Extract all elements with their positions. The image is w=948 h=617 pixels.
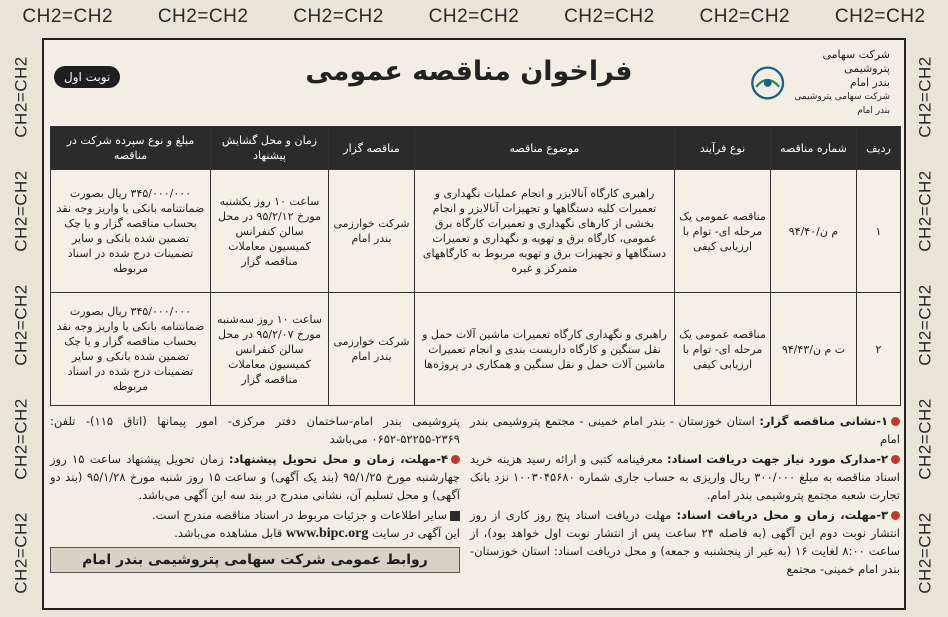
detail-item-3 xyxy=(470,506,900,578)
public-relations-footer: روابط عمومی شرکت سهامی پتروشیمی بندر امام xyxy=(50,547,460,573)
tender-employer: شرکت خوارزمی بندر امام xyxy=(329,293,415,406)
detail-text: استان خوزستان - بندر امام خمینی - مجتمع پتروشیمی بندر امام xyxy=(470,414,900,446)
header-cell: زمان و محل گشایش پیشنهاد xyxy=(211,127,329,170)
watermark-label: CH2=CH2 xyxy=(916,512,936,594)
detail-item-1 xyxy=(470,412,900,448)
website-line xyxy=(50,524,460,543)
company-logo xyxy=(750,48,890,118)
logo-line1: شرکت سهامی پتروشیمی xyxy=(822,48,890,75)
detail-title: ۲-مدارک مورد نیاز جهت دریافت اسناد: xyxy=(667,452,888,466)
details-section xyxy=(50,412,900,604)
header-cell: ردیف xyxy=(857,127,901,170)
watermark-label: CH2=CH2 xyxy=(293,6,384,27)
opening-time: ساعت ۱۰ روز سه‌شنبه مورخ ۹۵/۲/۰۷ در محل سالن کنفرانس کمیسیون معاملات مناقصه گزار xyxy=(211,293,329,406)
page-title: فراخوان مناقصه عمومی xyxy=(305,56,633,87)
watermark-label: CH2=CH2 xyxy=(916,170,936,252)
address-continuation: پتروشیمی بندر امام-ساختمان دفتر مرکزی- امور پیمانها (اتاق ۱۱۵)- تلفن: ۲۳۶۹-۵۲۲۵۵-۰۶۵۲ می‌باشد xyxy=(50,414,460,446)
detail-item-5 xyxy=(50,506,460,524)
watermark-label: CH2=CH2 xyxy=(12,398,32,480)
header-cell: مبلغ و نوع سپرده شرکت در مناقصه xyxy=(51,127,211,170)
deposit-amount: ۳۴۵/۰۰۰/۰۰۰ ریال بصورت ضمانتنامه بانکی یا واریز وجه نقد بحساب مناقصه گزار و یا چک تضمین شده بانکی و سایر تضمینات درج شده در اسناد مربوطه xyxy=(51,293,211,406)
watermark-label: CH2=CH2 xyxy=(916,398,936,480)
watermark-label: CH2=CH2 xyxy=(834,6,926,27)
watermark-label: CH2=CH2 xyxy=(12,56,32,138)
table-header-row xyxy=(51,127,901,170)
square-bullet-icon xyxy=(450,511,460,521)
table-row xyxy=(51,170,901,293)
detail-text: سایر اطلاعات و جزئیات مربوط در اسناد مناقصه مندرج است. xyxy=(151,508,447,522)
process-type: مناقصه عمومی یک مرحله ای- توام با ارزیابی کیفی xyxy=(675,170,771,293)
detail-title: ۴-مهلت، زمان و محل تحویل پیشنهاد: xyxy=(228,452,449,466)
watermark-label: CH2=CH2 xyxy=(916,284,936,366)
tender-subject: راهبری کارگاه آنالایزر و انجام عملیات نگهداری و تعمیرات کلیه دستگاهها و تجهیزات آنالایزر و انجام بخشی از کارهای نگهداری و تعمیرات کارگاه برق عمومی، کارگاه برق و تهویه و نگهداری و تعمیرات دستگاهها و تجهیزات برق و تهویه مربوط به کارگاههای متمرکز و غیره xyxy=(415,170,675,293)
header-cell: شماره مناقصه xyxy=(771,127,857,170)
bullet-icon xyxy=(891,417,900,426)
logo-text xyxy=(789,48,890,118)
watermark-label: CH2=CH2 xyxy=(157,6,249,27)
header-cell: مناقصه گزار xyxy=(329,127,415,170)
top-watermark-strip xyxy=(0,0,948,34)
site-suffix: قابل مشاهده می‌باشد. xyxy=(174,526,283,540)
detail-text: معرفینامه کتبی و ارائه رسید هزینه خرید اسناد مناقصه به مبلغ ۳۰۰/۰۰۰ ریال واریزی به حساب جاری شماره ۱۰۰۳۰۴۵۶۸۰ نزد بانک تجارت شعبه مجتمع پتروشیمی بندر امام. xyxy=(470,452,900,502)
round-badge: نوبت اول xyxy=(54,66,120,88)
header-cell: نوع فرآیند xyxy=(675,127,771,170)
bullet-icon xyxy=(451,455,460,464)
watermark-label: CH2=CH2 xyxy=(564,6,655,27)
detail-item-2 xyxy=(470,450,900,504)
watermark-label: CH2=CH2 xyxy=(916,56,936,138)
website-link[interactable]: www.bipc.org xyxy=(285,526,369,541)
tender-subject: راهبری و نگهداری کارگاه تعمیرات ماشین آلات حمل و نقل سنگین و کارگاه داربست بندی و انجام تعمیرات ماشین آلات حمل و نقل سنگین و همکاری در پروژه‌ها xyxy=(415,293,675,406)
detail-item-4 xyxy=(50,450,460,504)
watermark-label: CH2=CH2 xyxy=(22,6,114,27)
bullet-icon xyxy=(891,455,900,464)
details-right-column xyxy=(470,412,900,602)
right-watermark-strip xyxy=(908,40,944,610)
site-prefix: این آگهی در سایت xyxy=(372,526,460,540)
watermark-label: CH2=CH2 xyxy=(12,512,32,594)
announcement-frame xyxy=(42,38,906,610)
table-row xyxy=(51,293,901,406)
deposit-amount: ۳۴۵/۰۰۰/۰۰۰ ریال بصورت ضمانتنامه بانکی یا واریز وجه نقد بحساب مناقصه گزار و یا چک تضمین شده بانکی و سایر تضمینات درج شده در اسناد مربوطه xyxy=(51,170,211,293)
opening-time: ساعت ۱۰ روز یکشنبه مورخ ۹۵/۲/۱۲ در محل سالن کنفرانس کمیسیون معاملات مناقصه گزار xyxy=(211,170,329,293)
detail-text: مهلت دریافت اسناد پنج روز کاری از روز انتشار نوبت دوم این آگهی (به فاصله ۲۴ ساعت پس از انتشار نوبت اول خواهد بود)، از ساعت ۸:۰۰ لغایت ۱۶ (به غیر از پنجشنبه و جمعه) و محل دریافت اسناد: استان خوزستان- بندر امام خمینی- مجتمع xyxy=(470,508,900,576)
detail-title: ۱-نشانی مناقصه گزار: xyxy=(759,414,889,428)
detail-text: زمان تحویل پیشنهاد ساعت ۱۵ روز چهارشنبه مورخ ۹۵/۱/۲۵ (بند یک آگهی) و ساعت ۱۵ روز شنبه مورخ ۹۵/۱/۲۸ (بند دو آگهی) و محل تسلیم آن، نشانی مندرج در بند سه این آگهی می‌باشد. xyxy=(50,452,460,502)
tender-table xyxy=(50,126,901,406)
logo-caption: شرکت سهامی پتروشیمی بندر امام xyxy=(794,92,890,116)
row-index: ۲ xyxy=(857,293,901,406)
tender-number: م ن/۹۴/۴۰ xyxy=(771,170,857,293)
watermark-label: CH2=CH2 xyxy=(12,284,32,366)
process-type: مناقصه عمومی یک مرحله ای- توام با ارزیابی کیفی xyxy=(675,293,771,406)
tender-employer: شرکت خوارزمی بندر امام xyxy=(329,170,415,293)
tender-number: ت م ن/۹۴/۴۳ xyxy=(771,293,857,406)
petrochemical-logo-icon xyxy=(750,60,785,106)
watermark-label: CH2=CH2 xyxy=(12,170,32,252)
left-watermark-strip xyxy=(4,40,40,610)
details-left-column xyxy=(50,412,460,602)
row-index: ۱ xyxy=(857,170,901,293)
bullet-icon xyxy=(891,511,900,520)
header-cell: موضوع مناقصه xyxy=(415,127,675,170)
detail-title: ۳-مهلت، زمان و محل دریافت اسناد: xyxy=(676,508,888,522)
logo-line2: بندر امام xyxy=(849,76,890,89)
watermark-label: CH2=CH2 xyxy=(428,6,520,27)
watermark-label: CH2=CH2 xyxy=(699,6,791,27)
